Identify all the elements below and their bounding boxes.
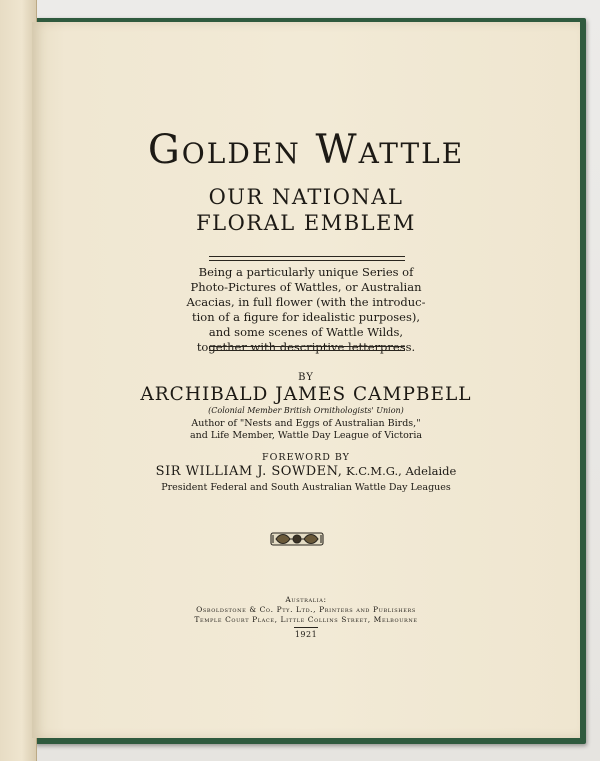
foreword-author-name: SIR WILLIAM J. SOWDEN, xyxy=(155,464,343,479)
author-credits xyxy=(32,418,580,442)
description-line: Acacias, in full flower (with the introduc- xyxy=(186,295,426,309)
imprint-place: Australia: xyxy=(285,595,327,604)
publication-year: 1921 xyxy=(294,630,318,639)
description-block xyxy=(32,265,580,355)
imprint-publisher: Osboldstone & Co. Pty. Ltd., Printers and Publishers xyxy=(196,605,416,614)
floral-ornament-icon xyxy=(270,529,324,549)
author-credit-line: Author of "Nests and Eggs of Australian Birds," xyxy=(191,418,421,429)
description-line: together with descriptive letterpress. xyxy=(196,340,416,354)
description-line: Photo-Pictures of Wattles, or Australian xyxy=(190,280,422,294)
author-affiliation: (Colonial Member British Ornithologists' Union) xyxy=(208,406,404,415)
double-rule-bottom xyxy=(209,346,405,351)
title-page xyxy=(32,22,580,738)
foreword-label: FOREWORD BY xyxy=(262,452,350,463)
foreword-author xyxy=(32,463,580,480)
description-line: Being a particularly unique Series of xyxy=(198,265,414,279)
by-label: BY xyxy=(298,372,314,383)
description-line: and some scenes of Wattle Wilds, xyxy=(208,325,404,339)
foreword-author-honours: K.C.M.G., Adelaide xyxy=(346,464,457,478)
book-title: Golden Wattle xyxy=(147,127,465,173)
author-credit-line: and Life Member, Wattle Day League of Victoria xyxy=(189,430,423,441)
imprint-address: Temple Court Place, Little Collins Street, Melbourne xyxy=(194,615,418,624)
foreword-author-role: President Federal and South Australian Wattle Day Leagues xyxy=(161,482,451,493)
double-rule-top xyxy=(209,256,405,261)
imprint-rule xyxy=(294,627,318,628)
subtitle-line-1: OUR NATIONAL xyxy=(208,185,404,209)
description-line: tion of a figure for idealistic purposes), xyxy=(191,310,421,324)
author-name: ARCHIBALD JAMES CAMPBELL xyxy=(140,384,472,405)
subtitle-line-2: FLORAL EMBLEM xyxy=(196,211,416,235)
